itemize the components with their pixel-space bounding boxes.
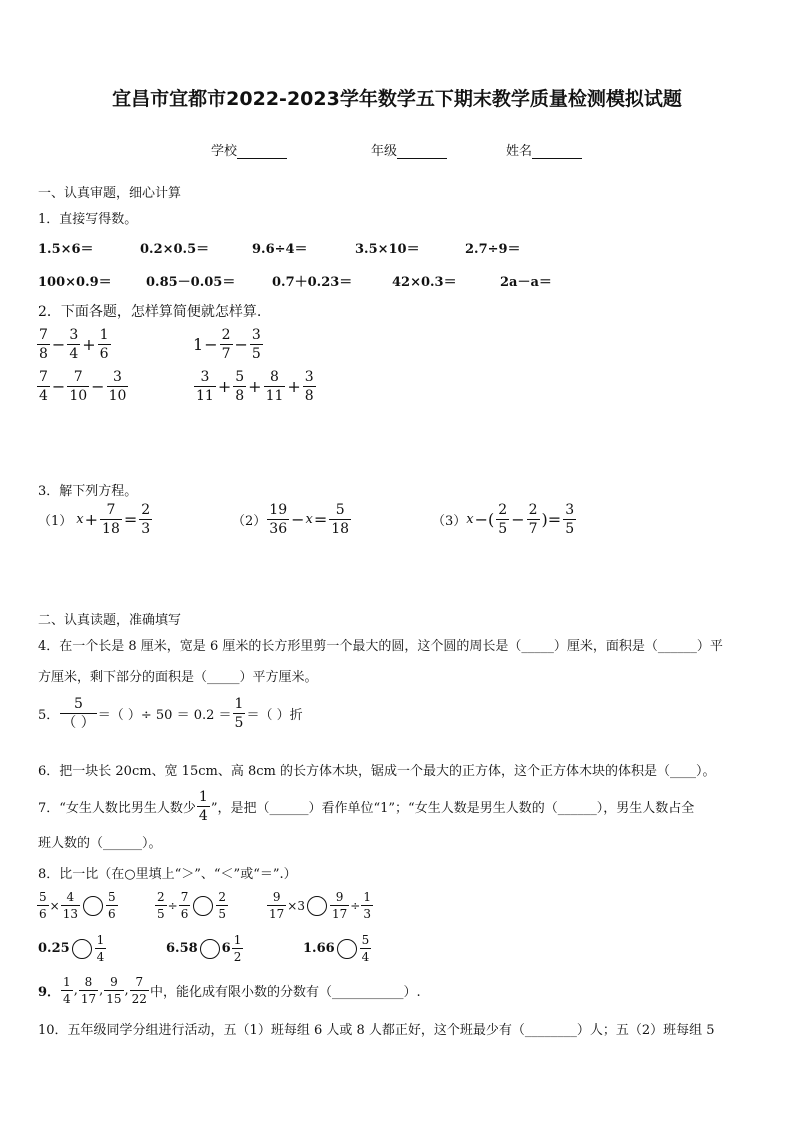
compare-1: $\frac{5}{6}$ × $\frac{4}{13}$ $\frac{5}{6}$ xyxy=(39,890,116,921)
calc-item: 0.7＋0.23＝ xyxy=(272,275,353,290)
equation-2: （2） $\frac{19}{36}$ − x = $\frac{5}{18}$ xyxy=(232,502,350,537)
q1-label: 1．直接写得数。 xyxy=(38,212,138,227)
section1-heading: 一、认真审题，细心计算 xyxy=(38,186,182,201)
section2-heading: 二、认真读题，准确填写 xyxy=(38,613,182,628)
compare-circle[interactable] xyxy=(83,896,103,916)
q3-label: 3．解下列方程。 xyxy=(38,484,138,499)
compare-2: $\frac{2}{5}$ ÷ $\frac{7}{6}$ $\frac{2}{5}$ xyxy=(157,890,226,921)
name-field xyxy=(506,140,582,159)
q10-text: 10．五年级同学分组进行活动，五（1）班每组 6 人或 8 人都正好，这个班最少有（________）人；五（2）班每组 5 xyxy=(38,1023,715,1038)
equation-1: （1） x + $\frac{7}{18}$ = $\frac{2}{3}$ xyxy=(38,502,151,537)
q7-line1: 7．“女生人数比男生人数少 $\frac{1}{4}$ ”，是把（______）看作单位“1”；“女生人数是男生人数的（______），男生人数占全 xyxy=(38,789,695,824)
school-field xyxy=(211,140,287,159)
q6-text: 6．把一块长 20cm、宽 15cm、高 8cm 的长方体木块，锯成一个最大的正方体，这个正方体木块的体积是（____）。 xyxy=(38,764,716,779)
name-label: 姓名 xyxy=(506,144,533,159)
q7-line2: 班人数的（______）。 xyxy=(38,836,162,851)
equation-3: （3） x −( $\frac{2}{5}$ − $\frac{2}{7}$ )= $\frac{3}{5}$ xyxy=(432,502,575,537)
school-blank xyxy=(237,145,287,159)
calc-item: 1.5×6＝ xyxy=(38,242,94,257)
page-title: 宜昌市宜都市2022-2023学年数学五下期末教学质量检测模拟试题 xyxy=(112,88,682,110)
calc-item: 0.2×0.5＝ xyxy=(140,242,210,257)
compare-circle[interactable] xyxy=(72,939,92,959)
q2-expr-3: $\frac{7}{4}$ − $\frac{7}{10}$ − $\frac{3}{10}$ xyxy=(39,369,127,404)
grade-label: 年级 xyxy=(371,144,398,159)
q8-label: 8．比一比（在○里填上“＞”、“＜”或“＝”.） xyxy=(38,867,297,882)
q4-line2: 方厘米，剩下部分的面积是（_____）平方厘米。 xyxy=(38,670,318,685)
grade-blank xyxy=(397,145,447,159)
calc-item: 100×0.9＝ xyxy=(38,275,112,290)
compare-4: 0.25 $\frac{1}{4}$ xyxy=(38,933,105,964)
compare-circle[interactable] xyxy=(193,896,213,916)
compare-5: 6.58 6 $\frac{1}{2}$ xyxy=(166,933,242,964)
calc-item: 0.85－0.05＝ xyxy=(146,275,236,290)
school-label: 学校 xyxy=(211,144,238,159)
q9: 9． $\frac{1}{4}$ , $\frac{8}{17}$ , $\frac{9}{15}$ , $\frac{7}{22}$ 中，能化成有限小数的分数有（___________）. xyxy=(38,975,421,1006)
calc-item: 2.7÷9＝ xyxy=(465,242,521,257)
q2-expr-4: $\frac{3}{11}$ + $\frac{5}{8}$ + $\frac{8}{11}$ + $\frac{3}{8}$ xyxy=(196,369,314,404)
compare-circle[interactable] xyxy=(307,896,327,916)
name-blank xyxy=(532,145,582,159)
calc-item: 2a－a＝ xyxy=(500,275,552,290)
grade-field xyxy=(371,140,447,159)
compare-circle[interactable] xyxy=(200,939,220,959)
q2-label: 2．下面各题，怎样算简便就怎样算. xyxy=(38,304,262,320)
q2-expr-2: 1 − $\frac{2}{7}$ − $\frac{3}{5}$ xyxy=(193,327,261,362)
calc-item: 42×0.3＝ xyxy=(392,275,457,290)
q2-expr-1: $\frac{7}{8}$ − $\frac{3}{4}$ + $\frac{1}{6}$ xyxy=(39,327,109,362)
calc-item: 3.5×10＝ xyxy=(355,242,420,257)
compare-6: 1.66 $\frac{5}{4}$ xyxy=(303,933,370,964)
calc-item: 9.6÷4＝ xyxy=(252,242,308,257)
compare-circle[interactable] xyxy=(337,939,357,959)
q5: 5． $\frac{5}{( )}$ ＝（ ）÷ 50 ＝ 0.2 ＝ $\frac{1}{5}$ ＝（ ）折 xyxy=(38,696,303,731)
q4-line1: 4．在一个长是 8 厘米，宽是 6 厘米的长方形里剪一个最大的圆，这个圆的周长是（_____）厘米，面积是（______）平 xyxy=(38,639,723,654)
compare-3: $\frac{9}{17}$ ×3 $\frac{9}{17}$ ÷ $\frac{1}{3}$ xyxy=(269,890,371,921)
